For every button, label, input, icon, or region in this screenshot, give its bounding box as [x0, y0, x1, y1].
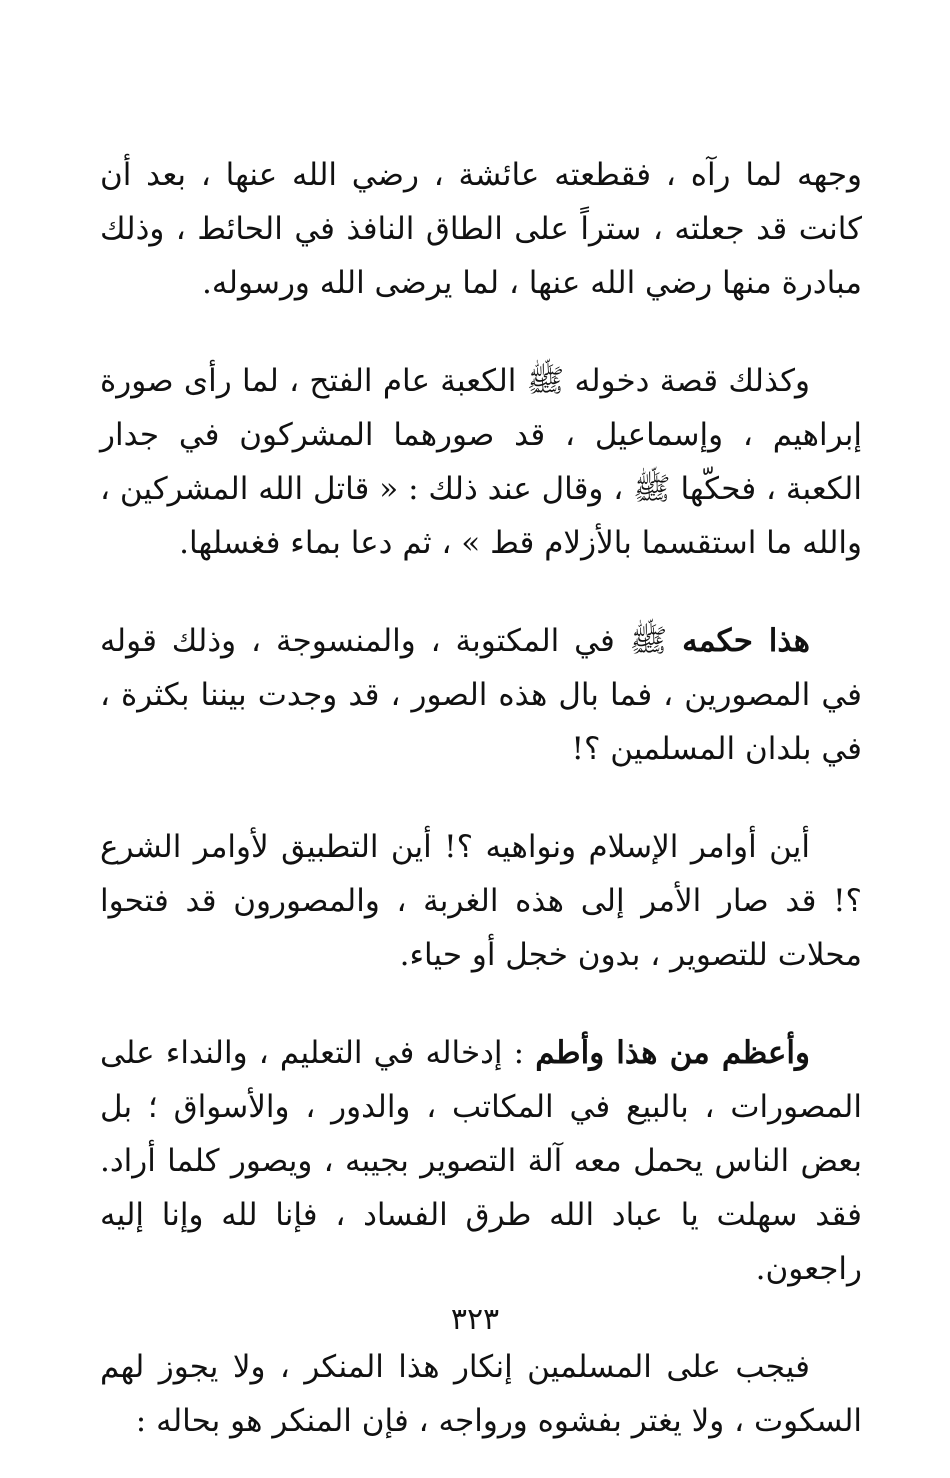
page-body — [100, 148, 862, 1448]
paragraph-3-bold-lead: هذا حكمه — [682, 623, 810, 659]
page-number: ٣٢٣ — [450, 1302, 500, 1337]
paragraph-1-text: وجهه لما رآه ، فقطعته عائشة ، رضي الله عنها ، بعد أن كانت قد جعلته ، ستراً على الطاق النافذ في الحائط ، وذلك مبادرة منها رضي الله عنها ، لما يرضى الله ورسوله. — [100, 157, 862, 301]
paragraph-5-bold-lead: وأعظم من هذا وأطم — [535, 1035, 810, 1071]
paragraph-5-text: : إدخاله في التعليم ، والنداء على المصورات ، بالبيع في المكاتب ، والدور ، والأسواق ؛ بل بعض الناس يحمل معه آلة التصوير بجيبه ، ويصور كلما أراد. فقد سهلت يا عباد الله طرق الفساد ، فإنا لله وإنا إليه راجعون. — [100, 1035, 862, 1287]
paragraph-4 — [100, 820, 862, 982]
paragraph-3 — [100, 614, 862, 776]
paragraph-6 — [100, 1340, 862, 1448]
paragraph-5 — [100, 1026, 862, 1296]
paragraph-2 — [100, 354, 862, 570]
paragraph-1 — [100, 148, 862, 310]
paragraph-2-text: وكذلك قصة دخوله ﷺ الكعبة عام الفتح ، لما رأى صورة إبراهيم ، وإسماعيل ، قد صورهما المشركون في جدار الكعبة ، فحكّها ﷺ ، وقال عند ذلك : « قاتل الله المشركين ، والله ما استقسما بالأزلام قط » ، ثم دعا بماء فغسلها. — [100, 363, 862, 561]
paragraph-6-text: فيجب على المسلمين إنكار هذا المنكر ، ولا يجوز لهم السكوت ، ولا يغتر بفشوه ورواجه ، فإن المنكر هو بحاله : — [100, 1349, 862, 1439]
paragraph-3-text: ﷺ في المكتوبة ، والمنسوجة ، وذلك قوله في المصورين ، فما بال هذه الصور ، قد وجدت بيننا بكثرة ، في بلدان المسلمين ؟! — [100, 623, 862, 767]
paragraph-4-text: أين أوامر الإسلام ونواهيه ؟! أين التطبيق لأوامر الشرع ؟! قد صار الأمر إلى هذه الغربة ، والمصورون قد فتحوا محلات للتصوير ، بدون خجل أو حياء. — [100, 829, 862, 973]
